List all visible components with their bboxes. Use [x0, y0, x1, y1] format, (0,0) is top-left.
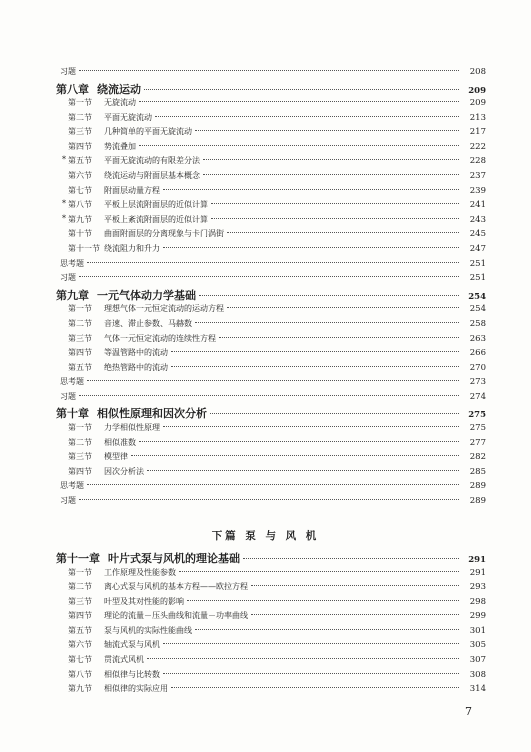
- dot-leader: [131, 455, 459, 456]
- entry-number: 第九节: [68, 684, 92, 694]
- dot-leader: [147, 470, 459, 471]
- entry-page: 274: [469, 391, 486, 402]
- entry-number: 第六节: [68, 640, 92, 650]
- entry-page: 251: [469, 258, 486, 269]
- misc-entry: [56, 258, 486, 273]
- entry-number: 第一节: [68, 567, 92, 577]
- entry-title: 相似律与比转数: [104, 669, 160, 679]
- entry-page: 314: [469, 684, 486, 695]
- entry-number: 第三节: [68, 596, 92, 606]
- dot-leader: [155, 116, 459, 117]
- dot-leader: [195, 130, 459, 131]
- entry-label: 习题: [60, 495, 76, 505]
- entry-title: 音速、滞止参数、马赫数: [104, 318, 192, 328]
- misc-entry: [56, 376, 486, 391]
- entry-number: 第四节: [68, 141, 92, 151]
- section-entry: [56, 596, 486, 611]
- part-heading: 下篇 泵 与 风 机: [211, 530, 320, 542]
- entry-page: 258: [469, 318, 486, 329]
- section-entry: [56, 451, 486, 466]
- section-entry: [56, 228, 486, 243]
- dot-leader: [187, 600, 459, 601]
- dot-leader: [139, 441, 459, 442]
- entry-number: 第五节: [68, 625, 92, 635]
- dot-leader: [219, 337, 459, 338]
- entry-title: 叶型及其对性能的影响: [104, 596, 184, 606]
- entry-label: 习题: [60, 273, 76, 283]
- entry-page: 266: [469, 348, 486, 359]
- dot-leader: [163, 247, 459, 248]
- entry-page: 277: [469, 437, 486, 448]
- entry-number: 第一节: [68, 98, 92, 108]
- section-entry: [56, 422, 486, 437]
- entry-page: 241: [469, 200, 486, 211]
- misc-entry: [56, 272, 486, 287]
- entry-label: 思考题: [60, 481, 84, 491]
- dot-leader: [163, 426, 459, 427]
- entry-title: 轴流式泵与风机: [104, 640, 160, 650]
- entry-title: 模型律: [104, 452, 128, 462]
- entry-title: 理论的流量－压头曲线和流量－功率曲线: [104, 611, 248, 621]
- section-entry: [56, 155, 486, 170]
- entry-number: 第九章: [56, 288, 89, 302]
- dot-leader: [163, 189, 459, 190]
- misc-entry: [56, 391, 486, 406]
- toc-list-upper: [56, 66, 486, 510]
- entry-page: 247: [469, 244, 486, 255]
- chapter-entry: [56, 550, 486, 567]
- entry-page: 305: [469, 640, 486, 651]
- entry-title: 平面无旋流动: [104, 112, 152, 122]
- dot-leader: [171, 366, 459, 367]
- entry-page: 289: [469, 481, 486, 492]
- entry-number: 第五节: [68, 156, 92, 166]
- entry-number: 第三节: [68, 127, 92, 137]
- dot-leader: [211, 218, 459, 219]
- chapter-entry: [56, 287, 486, 304]
- section-entry: [56, 437, 486, 452]
- section-entry: [56, 318, 486, 333]
- dot-leader: [79, 276, 459, 277]
- entry-page: 275: [468, 410, 486, 421]
- section-entry: [56, 112, 486, 127]
- entry-page: 228: [469, 156, 486, 167]
- entry-number: 第六节: [68, 171, 92, 181]
- optional-star: *: [62, 213, 66, 223]
- entry-title: 绕流运动: [97, 82, 141, 96]
- entry-page: 208: [469, 67, 486, 77]
- entry-page: 254: [468, 291, 486, 302]
- misc-entry: [56, 480, 486, 495]
- entry-page: 289: [469, 495, 486, 506]
- entry-title: 贯流式风机: [104, 655, 144, 665]
- section-entry: [56, 610, 486, 625]
- dot-leader: [243, 558, 459, 559]
- entry-label: 习题: [60, 391, 76, 401]
- section-entry: [56, 347, 486, 362]
- dot-leader: [79, 70, 459, 71]
- optional-star: *: [62, 155, 66, 165]
- dot-leader: [227, 307, 459, 308]
- entry-number: 第十章: [56, 407, 89, 421]
- entry-title: 绕流阻力和升力: [104, 244, 160, 254]
- entry-page: 275: [469, 422, 486, 433]
- entry-number: 第八节: [68, 200, 92, 210]
- entry-label: 思考题: [60, 377, 84, 387]
- dot-leader: [79, 499, 459, 500]
- entry-number: 第九节: [68, 214, 92, 224]
- entry-number: 第七节: [68, 185, 92, 195]
- section-entry: [56, 141, 486, 156]
- dot-leader: [179, 571, 459, 572]
- chapter-entry: [56, 405, 486, 422]
- section-entry: [56, 669, 486, 684]
- entry-label: 思考题: [60, 258, 84, 268]
- entry-number: 第四节: [68, 466, 92, 476]
- entry-page: 298: [469, 596, 486, 607]
- page-number: 7: [465, 705, 472, 718]
- section-entry: [56, 567, 486, 582]
- entry-title: 平面无旋流动的有限差分法: [104, 156, 200, 166]
- entry-number: 第五节: [68, 362, 92, 372]
- dot-leader: [79, 395, 459, 396]
- misc-entry: [56, 495, 486, 510]
- entry-number: 第二节: [68, 582, 92, 592]
- entry-page: 213: [469, 112, 486, 123]
- dot-leader: [227, 232, 459, 233]
- entry-title: 叶片式泵与风机的理论基础: [108, 552, 240, 565]
- dot-leader: [251, 614, 459, 615]
- entry-title: 相似准数: [104, 437, 136, 447]
- misc-entry: [56, 66, 486, 81]
- dot-leader: [251, 585, 459, 586]
- entry-title: 离心式泵与风机的基本方程——欧拉方程: [104, 582, 248, 592]
- section-entry: [56, 243, 486, 258]
- entry-title: 几种简单的平面无旋流动: [104, 127, 192, 137]
- entry-page: 291: [469, 567, 486, 578]
- entry-title: 相似性原理和因次分析: [97, 407, 207, 421]
- dot-leader: [195, 322, 459, 323]
- section-entry: [56, 362, 486, 377]
- dot-leader: [171, 687, 459, 688]
- dot-leader: [163, 643, 459, 644]
- entry-page: 209: [469, 98, 486, 109]
- entry-number: 第七节: [68, 655, 92, 665]
- entry-number: 第二节: [68, 437, 92, 447]
- toc-list-lower: [56, 550, 486, 698]
- entry-page: 239: [469, 185, 486, 196]
- entry-title: 平板上紊流附面层的近似计算: [104, 214, 208, 224]
- entry-number: 第二节: [68, 112, 92, 122]
- section-entry: [56, 625, 486, 640]
- entry-title: 绝热管路中的流动: [104, 362, 168, 372]
- optional-star: *: [62, 199, 66, 209]
- dot-leader: [144, 89, 459, 90]
- entry-label: 习题: [60, 67, 76, 76]
- dot-leader: [171, 351, 459, 352]
- dot-leader: [87, 380, 459, 381]
- entry-page: 222: [469, 141, 486, 152]
- entry-page: 245: [469, 229, 486, 240]
- dot-leader: [203, 174, 459, 175]
- section-entry: [56, 199, 486, 214]
- entry-number: 第一节: [68, 422, 92, 432]
- chapter-entry: [56, 81, 486, 98]
- entry-number: 第八章: [56, 82, 89, 96]
- entry-number: 第十一节: [68, 244, 100, 254]
- entry-page: 237: [469, 171, 486, 182]
- section-entry: [56, 185, 486, 200]
- entry-title: 附面层动量方程: [104, 185, 160, 195]
- section-entry: [56, 683, 486, 698]
- entry-number: 第二节: [68, 318, 92, 328]
- dot-leader: [210, 413, 459, 414]
- section-entry: [56, 97, 486, 112]
- section-entry: [56, 303, 486, 318]
- dot-leader: [195, 629, 459, 630]
- dot-leader: [147, 658, 459, 659]
- entry-page: 307: [469, 655, 486, 666]
- entry-title: 一元气体动力学基础: [97, 288, 196, 302]
- entry-title: 无旋流动: [104, 98, 136, 108]
- entry-title: 势流叠加: [104, 141, 136, 151]
- entry-page: 251: [469, 273, 486, 284]
- entry-page: 299: [469, 611, 486, 622]
- dot-leader: [199, 295, 459, 296]
- section-entry: [56, 170, 486, 185]
- dot-leader: [139, 145, 459, 146]
- entry-title: 绕流运动与附面层基本概念: [104, 171, 200, 181]
- entry-title: 气体一元恒定流动的连续性方程: [104, 333, 216, 343]
- entry-page: 217: [469, 127, 486, 138]
- dot-leader: [211, 203, 459, 204]
- entry-page: 282: [469, 452, 486, 463]
- entry-number: 第三节: [68, 452, 92, 462]
- entry-title: 力学相似性原理: [104, 422, 160, 432]
- entry-page: 293: [469, 582, 486, 593]
- entry-number: 第十一章: [56, 552, 100, 565]
- entry-number: 第十节: [68, 229, 92, 239]
- section-entry: [56, 639, 486, 654]
- section-entry: [56, 126, 486, 141]
- entry-page: 285: [469, 466, 486, 477]
- section-entry: [56, 581, 486, 596]
- entry-page: 243: [469, 214, 486, 225]
- entry-page: 209: [468, 85, 486, 96]
- entry-title: 平板上层流附面层的近似计算: [104, 200, 208, 210]
- entry-page: 308: [469, 669, 486, 680]
- entry-page: 254: [469, 304, 486, 315]
- entry-number: 第三节: [68, 333, 92, 343]
- entry-title: 曲面附面层的分离现象与卡门涡街: [104, 229, 224, 239]
- entry-title: 等温管路中的流动: [104, 348, 168, 358]
- section-entry: [56, 333, 486, 348]
- entry-number: 第四节: [68, 611, 92, 621]
- entry-page: 263: [469, 333, 486, 344]
- entry-number: 第一节: [68, 304, 92, 314]
- entry-title: 因次分析法: [104, 466, 144, 476]
- dot-leader: [203, 159, 459, 160]
- entry-page: 291: [468, 555, 486, 565]
- section-entry: [56, 214, 486, 229]
- dot-leader: [87, 262, 459, 263]
- dot-leader: [163, 673, 459, 674]
- entry-page: 301: [469, 625, 486, 636]
- entry-title: 泵与风机的实际性能曲线: [104, 625, 192, 635]
- entry-title: 理想气体一元恒定流动的运动方程: [104, 304, 224, 314]
- dot-leader: [87, 484, 459, 485]
- section-entry: [56, 654, 486, 669]
- entry-page: 273: [469, 377, 486, 388]
- section-entry: [56, 466, 486, 481]
- entry-title: 相似律的实际应用: [104, 684, 168, 694]
- entry-title: 工作原理及性能参数: [104, 567, 176, 577]
- entry-number: 第八节: [68, 669, 92, 679]
- entry-number: 第四节: [68, 348, 92, 358]
- dot-leader: [139, 101, 459, 102]
- entry-page: 270: [469, 362, 486, 373]
